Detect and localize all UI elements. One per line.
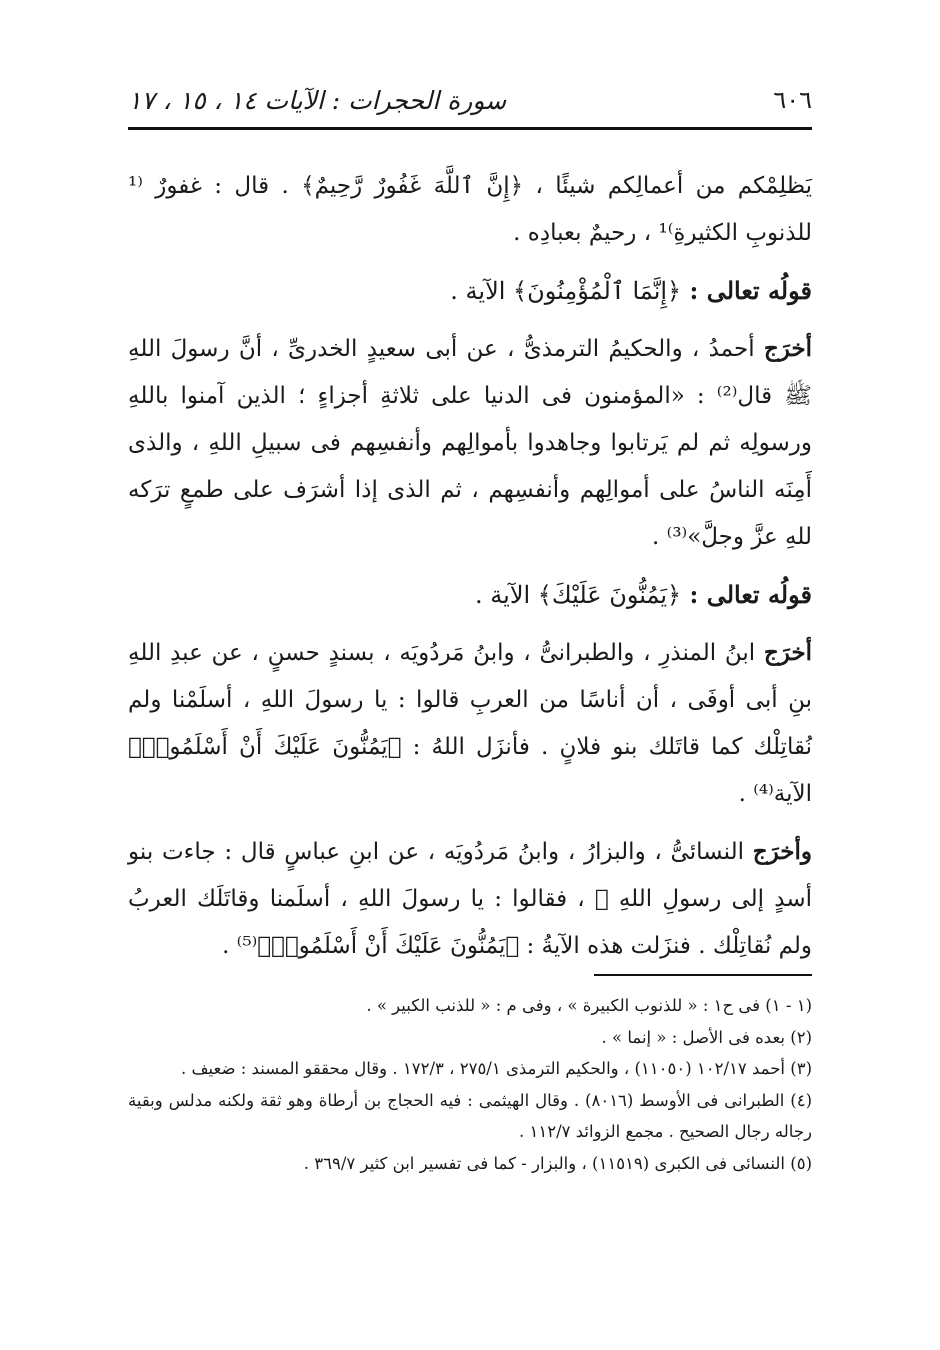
running-title: سورة الحجرات : الآيات ١٤ ، ١٥ ، ١٧ — [128, 85, 507, 115]
paragraph-2 — [128, 325, 812, 561]
paragraph-text: ابنُ المنذرِ ، والطبرانىُّ ، وابنُ مَردُويَه ، بسندٍ حسنٍ ، عن عبدِ اللهِ بنِ أبى أوفَى ، أن أناسًا من العربِ قالوا : يا رسولَ اللهِ ، أسلَمْنا ولم نُقاتِلْك كما قاتَلك بنو فلانٍ . فأنزَل اللهُ : ﴿يَمُنُّونَ عَلَيْكَ أَنْ أَسْلَمُوا۟﴾ الآية⁽⁴⁾ . — [128, 640, 812, 807]
footnote: (٣) أحمد ١٠٢/١٧ (١١٠٥٠) ، والحكيم الترمذى ٢٧٥/١ ، ١٧٢/٣ . وقال محققو المسند : ضعيف . — [180, 1059, 812, 1078]
footnote: (٤) الطبرانى فى الأوسط (٨٠١٦) . وقال الهيثمى : فيه الحجاج بن أرطاة وهو ثقة ولكنه مدلس وبقية رجاله رجال الصحيح . مجمع الزوائد ١١٢/٧ . — [128, 1090, 813, 1141]
paragraph-3 — [128, 629, 812, 818]
footnote: (١ - ١) فى ح١ : « للذنوب الكبيرة » ، وفى م : « للذنب الكبير » . — [366, 996, 812, 1015]
heading-lead: قولُه تعالى : — [689, 580, 812, 609]
heading-verse: ﴿يَمُنُّونَ عَلَيْكَ﴾ الآية . — [475, 581, 682, 609]
section-heading-1 — [128, 267, 812, 315]
page-header — [128, 78, 812, 122]
paragraph-lead: أخرَج — [763, 335, 813, 362]
page-number: ٦٠٦ — [773, 86, 812, 114]
header-rule — [128, 127, 812, 130]
paragraph-1: يَظلِمْكم من أعمالِكم شيئًا ، ﴿إِنَّ ٱللَّهَ غَفُورٌ رَّحِيمٌ﴾ . قال : غفورٌ ⁽¹ للذنوبِ الكثيرةِ⁾¹ ، رحيمٌ بعبادِه . — [128, 173, 812, 246]
paragraph-text: النسائىُّ ، والبزارُ ، وابنُ مَردُويَه ، عن ابنِ عباسٍ قال : جاءت بنو أسدٍ إلى رسولِ اللهِ ﷺ ، فقالوا : يا رسولَ اللهِ ، أسلَمنا وقاتَلَك العربُ ولم نُقاتِلْك . فنزَلت هذه الآيةُ : ﴿يَمُنُّونَ عَلَيْكَ أَنْ أَسْلَمُوا۟﴾⁽⁵⁾ . — [128, 839, 812, 959]
paragraph-text: أحمدُ ، والحكيمُ الترمذىُّ ، عن أبى سعيدٍ الخدرىِّ ، أنَّ رسولَ اللهِ ﷺ قال⁽²⁾ : «المؤمنون فى الدنيا على ثلاثةِ أجزاءٍ ؛ الذين آمنوا باللهِ ورسولِه ثم لم يَرتابوا وجاهدوا بأموالِهم وأنفسِهم فى سبيلِ اللهِ ، والذى أَمِنَه الناسُ على أموالِهم وأنفسِهم ، ثم الذى إذا أشرَف على طمعٍ ترَكه للهِ عزَّ وجلَّ»⁽³⁾ . — [128, 336, 812, 550]
footnote: (٥) النسائى فى الكبرى (١١٥١٩) ، والبزار - كما فى تفسير ابن كثير ٣٦٩/٧ . — [303, 1153, 812, 1173]
heading-verse: ﴿إِنَّمَا ٱلْمُؤْمِنُونَ﴾ الآية . — [450, 277, 682, 305]
footnote: (٢) بعده فى الأصل : « إنما » . — [601, 1027, 812, 1047]
main-text — [128, 163, 812, 970]
paragraph-lead: وأخرَج — [752, 838, 812, 865]
footnote-rule — [594, 974, 812, 976]
paragraph-lead: أخرَج — [763, 639, 813, 666]
footnotes — [128, 990, 812, 1179]
heading-lead: قولُه تعالى : — [689, 276, 812, 305]
paragraph-4 — [128, 828, 812, 970]
section-heading-2 — [128, 571, 812, 619]
